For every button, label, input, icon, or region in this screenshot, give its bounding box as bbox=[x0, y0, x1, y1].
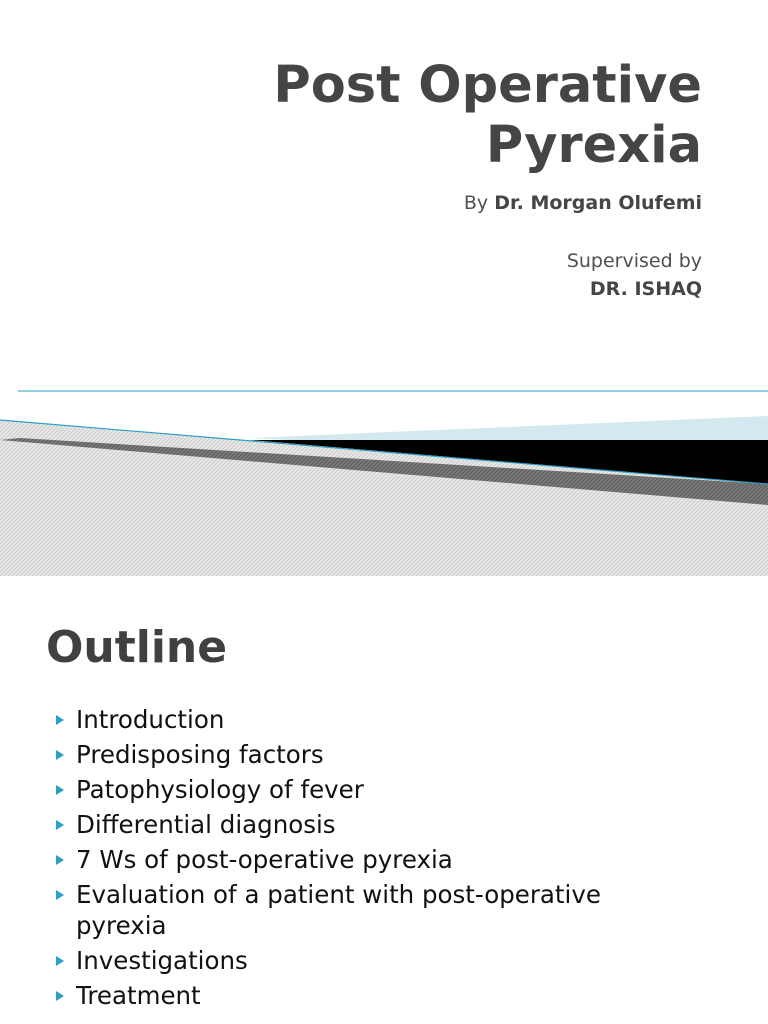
outline-list bbox=[52, 704, 692, 1015]
supervisor-block bbox=[567, 247, 702, 303]
decorative-wave-band bbox=[0, 380, 768, 576]
outline-title: Outline bbox=[46, 622, 228, 673]
item-text: Investigations bbox=[76, 946, 248, 975]
list-item bbox=[52, 980, 692, 1011]
bullet-arrow-icon bbox=[56, 715, 64, 725]
by-prefix: By bbox=[463, 192, 489, 214]
list-item bbox=[52, 809, 692, 840]
item-text: Differential diagnosis bbox=[76, 810, 336, 839]
author-name: Dr. Morgan Olufemi bbox=[494, 192, 702, 214]
bullet-arrow-icon bbox=[56, 855, 64, 865]
list-item bbox=[52, 844, 692, 875]
list-item bbox=[52, 774, 692, 805]
outline-slide bbox=[0, 586, 768, 1024]
author-line bbox=[464, 191, 702, 215]
item-text: 7 Ws of post-operative pyrexia bbox=[76, 845, 453, 874]
list-item bbox=[52, 739, 692, 770]
light-blue-band bbox=[250, 416, 768, 440]
item-text: Introduction bbox=[76, 705, 225, 734]
bullet-arrow-icon bbox=[56, 820, 64, 830]
bullet-arrow-icon bbox=[56, 956, 64, 966]
list-item bbox=[52, 945, 692, 976]
bullet-arrow-icon bbox=[56, 890, 64, 900]
slide-title bbox=[273, 56, 702, 176]
item-text: Evaluation of a patient with post-operative pyrexia bbox=[76, 880, 601, 940]
bullet-arrow-icon bbox=[56, 750, 64, 760]
item-text: Patophysiology of fever bbox=[76, 775, 364, 804]
item-text: Predisposing factors bbox=[76, 740, 324, 769]
bullet-arrow-icon bbox=[56, 785, 64, 795]
list-item bbox=[52, 704, 692, 735]
list-item bbox=[52, 879, 692, 941]
title-line-1: Post Operative bbox=[273, 56, 702, 115]
item-text: Treatment bbox=[76, 981, 201, 1010]
supervised-label: Supervised by bbox=[566, 250, 702, 272]
bullet-arrow-icon bbox=[56, 991, 64, 1001]
title-line-2: Pyrexia bbox=[485, 116, 702, 175]
supervisor-name: DR. ISHAQ bbox=[589, 278, 702, 300]
